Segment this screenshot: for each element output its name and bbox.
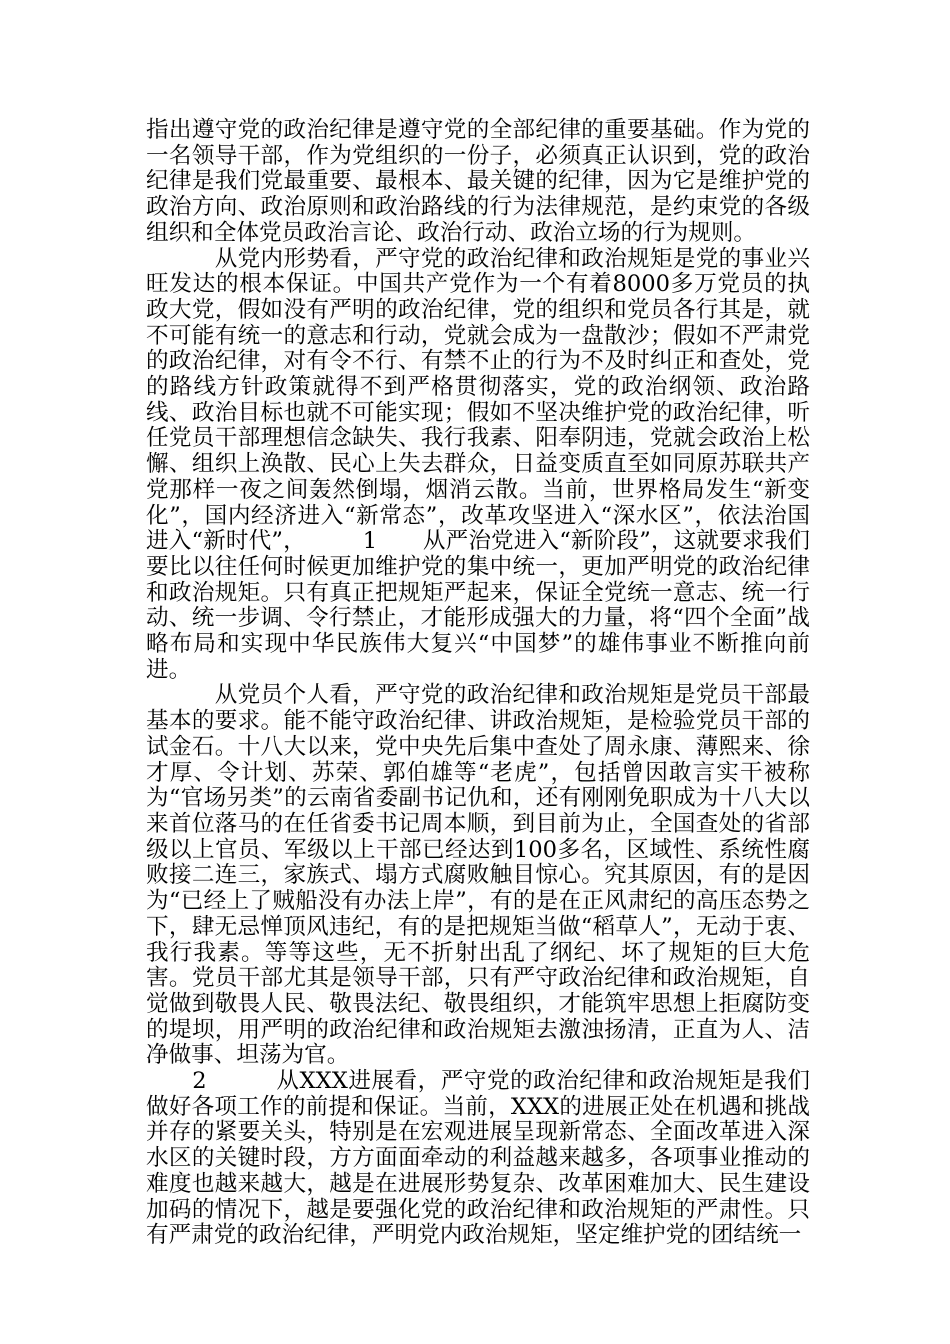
paragraph-xxx-development: 2 从XXX进展看，严守党的政治纪律和政治规矩是我们做好各项工作的前提和保证。当前，XXX的进展正处在机遇和挑战并存的紧要关头，特别是在宏观进展呈现新常态、全面改革进入深水区的关键时段，方方面面牵动的利益越来越多，各项事业推动的难度也越来越大，越是在进展形势复杂、改革困难加大、民生建设加码的情况下，越是要强化党的政治纪律和政治规矩的严肃性。只有严肃党的政治纪律，严明党内政治规矩，坚定维护党的团结统一 [146,1068,810,1249]
paragraph-discipline-foundation: 指出遵守党的政治纪律是遵守党的全部纪律的重要基础。作为党的一名领导干部，作为党组织的一份子，必须真正认识到，党的政治纪律是我们党最重要、最根本、最关键的纪律，因为它是维护党的政治方向、政治原则和政治路线的行为法律规范，是约束党的各级组织和全体党员政治言论、政治行动、政治立场的行为规则。 [146,117,810,246]
paragraph-individual-member: 从党员个人看，严守党的政治纪律和政治规矩是党员干部最基本的要求。能不能守政治纪律、讲政治规矩，是检验党员干部的试金石。十八大以来，党中央先后集中查处了周永康、薄熙来、徐才厚、令计划、苏荣、郭伯雄等“老虎”，包括曾因敢言实干被称为“官场另类”的云南省委副书记仇和，还有刚刚免职成为十八大以来首位落马的在任省委书记周本顺，到目前为止，全国查处的省部级以上官员、军级以上干部已经达到100多名，区域性、系统性腐败接二连三，家族式、塌方式腐败触目惊心。究其原因，有的是因为“已经上了贼船没有办法上岸”，有的是在正风肃纪的高压态势之下，肆无忌惮顶风违纪，有的是把规矩当做“稻草人”，无动于衷、我行我素。等等这些，无不折射出乱了纲纪、坏了规矩的巨大危害。党员干部尤其是领导干部，只有严守政治纪律和政治规矩，自觉做到敬畏人民、敬畏法纪、敬畏组织，才能筑牢思想上拒腐防变的堤坝，用严明的政治纪律和政治规矩去激浊扬清，正直为人、洁净做事、坦荡为官。 [146,682,810,1069]
document-body [146,118,810,1249]
paragraph-party-situation: 从党内形势看，严守党的政治纪律和政治规矩是党的事业兴旺发达的根本保证。中国共产党作为一个有着8000多万党员的执政大党，假如没有严明的政治纪律，党的组织和党员各行其是，就不可能有统一的意志和行动，党就会成为一盘散沙；假如不严肃党的政治纪律，对有令不行、有禁不止的行为不及时纠正和查处，党的路线方针政策就得不到严格贯彻落实，党的政治纲领、政治路线、政治目标也就不可能实现；假如不坚决维护党的政治纪律，听任党员干部理想信念缺失、我行我素、阳奉阴违，党就会政治上松懈、组织上涣散、民心上失去群众，日益变质直至如同原苏联共产党那样一夜之间轰然倒塌，烟消云散。当前，世界格局发生“新变化”，国内经济进入“新常态”，改革攻坚进入“深水区”，依法治国进入“新时代”， 1 从严治党进入“新阶段”，这就要求我们要比以往任何时候更加维护党的集中统一，更加严明党的政治纪律和政治规矩。只有真正把规矩严起来，保证全党统一意志、统一行动、统一步调、令行禁止，才能形成强大的力量，将“四个全面”战略布局和实现中华民族伟大复兴“中国梦”的雄伟事业不断推向前进。 [146,245,810,683]
